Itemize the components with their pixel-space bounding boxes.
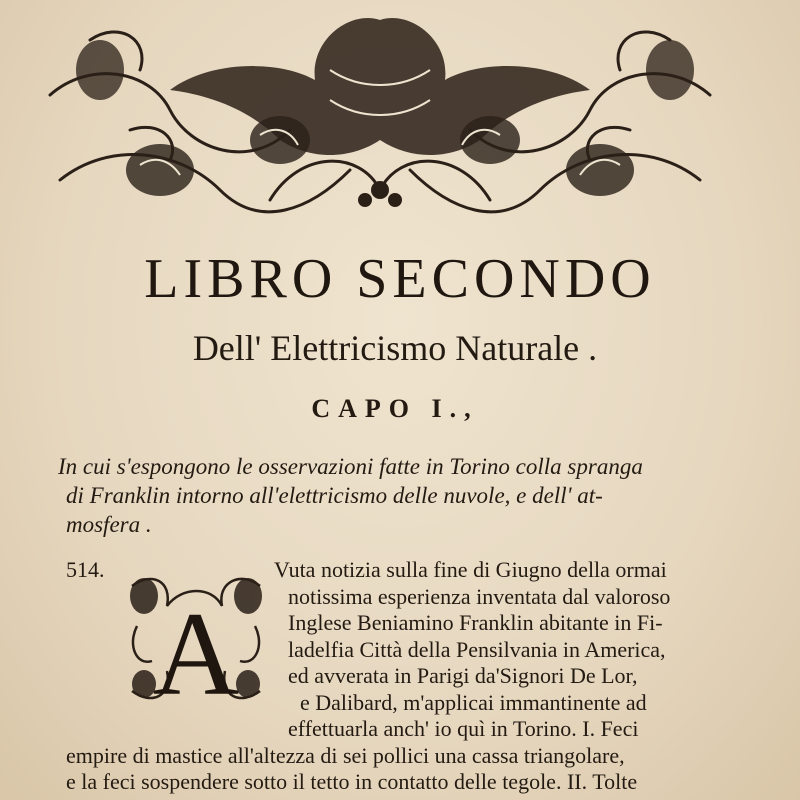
summary-line: di Franklin intorno all'elettricismo delle nuvole, e dell' at- bbox=[66, 483, 603, 508]
book-title: LIBRO SECONDO bbox=[144, 248, 656, 310]
paragraph-number: 514. bbox=[66, 557, 105, 582]
body-line: e la feci sospendere sotto il tetto in contatto delle tegole. II. Tolte bbox=[66, 769, 638, 794]
body-line: ladelfia Città della Pensilvania in America, bbox=[288, 636, 666, 662]
headpiece-ornament bbox=[30, 0, 730, 225]
initial-letter: A bbox=[152, 587, 240, 710]
body-line: Inglese Beniamino Franklin abitante in Fi- bbox=[288, 610, 663, 635]
summary-line: In cui s'espongono le osservazioni fatte in Torino colla spranga bbox=[58, 454, 643, 479]
body-line: Vuta notizia sulla fine di Giugno della ormai bbox=[274, 557, 667, 582]
book-subtitle: Dell' Elettricismo Naturale . bbox=[192, 328, 598, 368]
chapter-heading: CAPO I., bbox=[311, 394, 479, 423]
chapter-summary bbox=[58, 452, 720, 539]
body-line: e Dalibard, m'applicai immantinente ad bbox=[300, 689, 647, 715]
body-line: notissima esperienza inventata dal valoroso bbox=[288, 583, 671, 609]
body-line: effettuarla anch' io quì in Torino. I. Feci bbox=[288, 716, 639, 741]
summary-line: mosfera . bbox=[66, 512, 152, 537]
decorated-initial bbox=[122, 566, 270, 710]
body-line: ed avverata in Parigi da'Signori De Lor, bbox=[288, 663, 638, 688]
body-line: empire di mastice all'altezza di sei pollici una cassa triangolare, bbox=[66, 742, 625, 768]
